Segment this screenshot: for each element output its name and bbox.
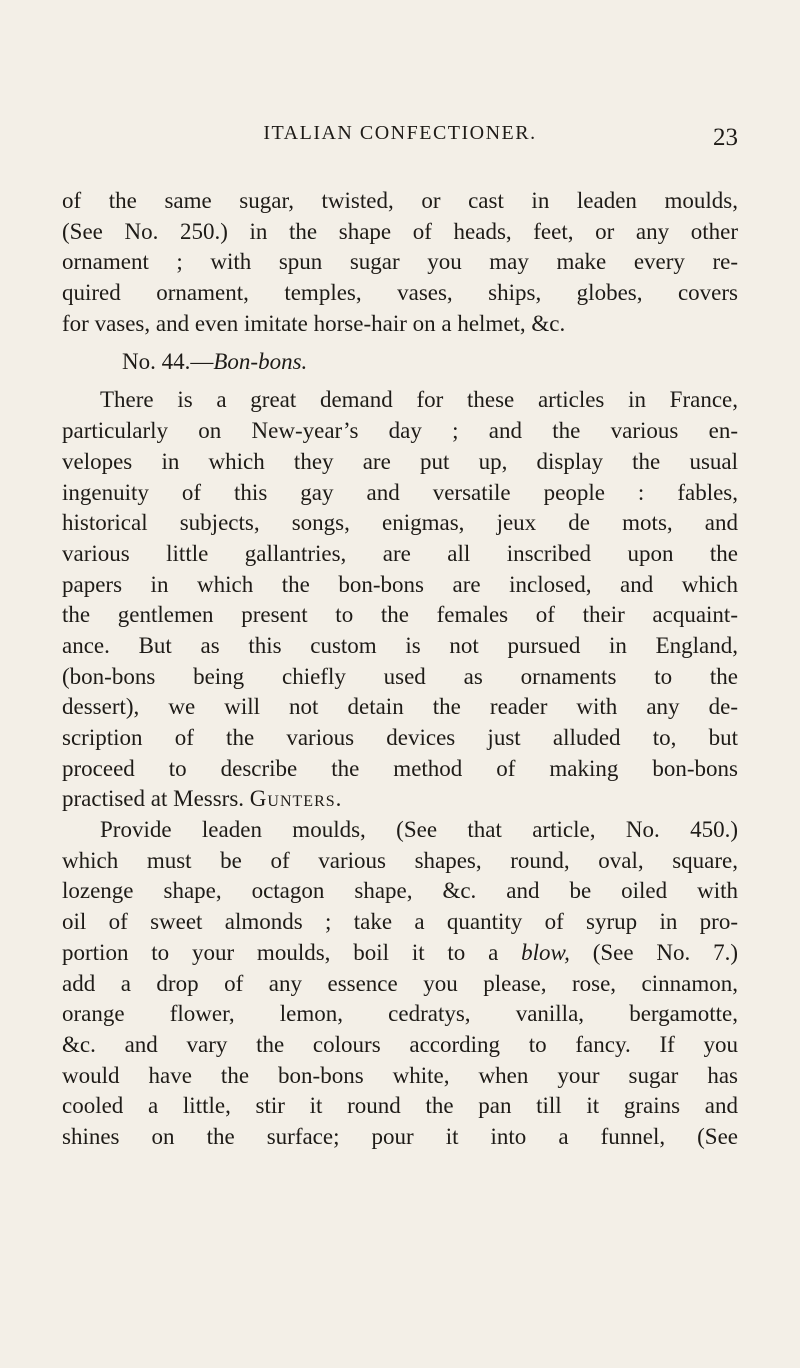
text-line: papers in which the bon-bons are inclosed, and which (62, 571, 738, 597)
text-line: Provide leaden moulds, (See that article, No. 450.) (100, 817, 738, 843)
text-line: &c. and vary the colours according to fancy. If you (62, 1031, 738, 1057)
text-line: proceed to describe the method of making bon-bons (62, 755, 738, 781)
page-header (62, 122, 738, 162)
text-line: oil of sweet almonds ; take a quantity of syrup in pro- (62, 909, 738, 935)
text-line: particularly on New-year’s day ; and the various en- (62, 418, 738, 444)
text-line: ingenuity of this gay and versatile people : fables, (62, 479, 738, 505)
paragraph-bon-bons-intro (62, 385, 738, 815)
section-heading (62, 339, 738, 385)
text-line (62, 938, 738, 969)
text-line: velopes in which they are put up, display the usual (62, 448, 738, 474)
section-number: No. 44.— (122, 349, 214, 375)
text-line: of the same sugar, twisted, or cast in leaden moulds, (62, 188, 738, 213)
text-line: shines on the surface; pour it into a funnel, (See (62, 1123, 738, 1149)
section-title: Bon-bons. (213, 349, 308, 375)
paragraph-continuation (62, 186, 738, 339)
text-line: orange flower, lemon, cedratys, vanilla, bergamotte, (62, 1001, 738, 1027)
text-line: (See No. 250.) in the shape of heads, feet, or any other (62, 218, 738, 244)
text-line: quired ornament, temples, vases, ships, globes, covers (62, 280, 738, 306)
text-line: which must be of various shapes, round, oval, square, (62, 847, 738, 873)
text-line: would have the bon-bons white, when your sugar has (62, 1062, 738, 1088)
text-line: There is a great demand for these articles in France, (100, 387, 738, 413)
text-line: historical subjects, songs, enigmas, jeux de mots, and (62, 510, 738, 536)
text-line: lozenge shape, octagon shape, &c. and be oiled with (62, 878, 738, 904)
text-line: the gentlemen present to the females of their acquaint- (62, 602, 738, 628)
text-line: cooled a little, stir it round the pan till it grains and (62, 1093, 738, 1119)
text-line: ornament ; with spun sugar you may make every re- (62, 249, 738, 275)
text-line: for vases, and even imitate horse-hair on a helmet, &c. (62, 310, 566, 336)
running-title: ITALIAN CONFECTIONER. (263, 122, 537, 144)
body-text (62, 186, 738, 1153)
paragraph-bon-bons-method (62, 815, 738, 1153)
book-page (62, 0, 738, 1368)
italic-term: blow, (521, 939, 570, 965)
text-line: ance. But as this custom is not pursued in England, (62, 632, 738, 658)
text-fragment: practised at Messrs. (62, 786, 250, 812)
text-fragment: portion to your moulds, boil it to a (62, 939, 522, 965)
text-line (62, 784, 738, 815)
text-fragment: (See No. 7.) (569, 939, 738, 965)
text-line: dessert), we will not detain the reader with any de- (62, 694, 738, 720)
text-line: scription of the various devices just alluded to, but (62, 725, 738, 750)
page-number: 23 (713, 124, 738, 151)
text-line: (bon-bons being chiefly used as ornaments to the (62, 663, 738, 689)
text-line: various little gallantries, are all inscribed upon the (62, 540, 738, 566)
small-caps-name: Gunters. (249, 786, 343, 812)
text-line: add a drop of any essence you please, rose, cinnamon, (62, 970, 738, 996)
